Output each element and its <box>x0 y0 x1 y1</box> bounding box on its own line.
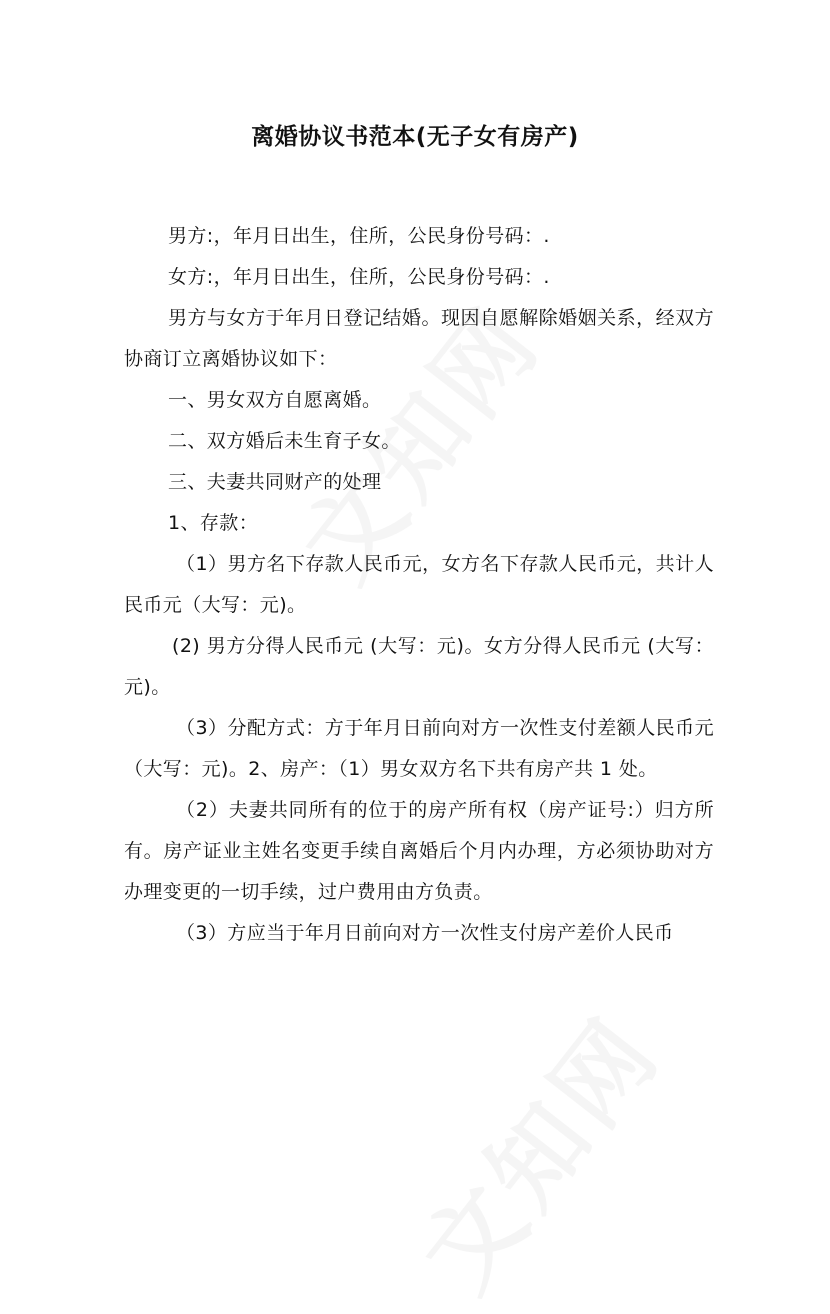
clause-1: 一、男女双方自愿离婚。 <box>168 389 382 411</box>
clause-3-1-item-2: (2) 男方分得人民币元 (大写：元)。女方分得人民币元 (大写：元)。 <box>124 635 714 698</box>
clause-3-1-heading: 1、存款： <box>168 512 259 534</box>
document-body <box>124 216 714 954</box>
clause-2: 二、双方婚后未生育子女。 <box>168 430 401 452</box>
clause-3: 三、夫妻共同财产的处理 <box>168 471 382 493</box>
paragraph-wife-info: 女方:，年月日出生，住所，公民身份号码：. <box>168 266 550 288</box>
clause-3-2-item-2: （2）夫妻共同所有的位于的房产所有权（房产证号:）归方所有。房产证业主姓名变更手续自离婚后个月内办理，方必须协助对方办理变更的一切手续，过户费用由方负责。 <box>124 799 714 903</box>
watermark <box>386 983 686 1313</box>
paragraph-marriage-statement: 男方与女方于年月日登记结婚。现因自愿解除婚姻关系，经双方协商订立离婚协议如下： <box>124 307 714 370</box>
paragraph-husband-info: 男方:，年月日出生，住所，公民身份号码：. <box>168 225 550 247</box>
clause-3-2-item-3: （3）方应当于年月日前向对方一次性支付房产差价人民币 <box>176 922 674 944</box>
document-title: 离婚协议书范本(无子女有房产) <box>251 124 579 150</box>
clause-3-1-item-1: （1）男方名下存款人民币元，女方名下存款人民币元，共计人民币元（大写：元)。 <box>124 553 714 616</box>
clause-3-1-item-3: （3）分配方式：方于年月日前向对方一次性支付差额人民币元（大写：元)。2、房产：（1）男女双方名下共有房产共 1 处。 <box>124 717 714 780</box>
